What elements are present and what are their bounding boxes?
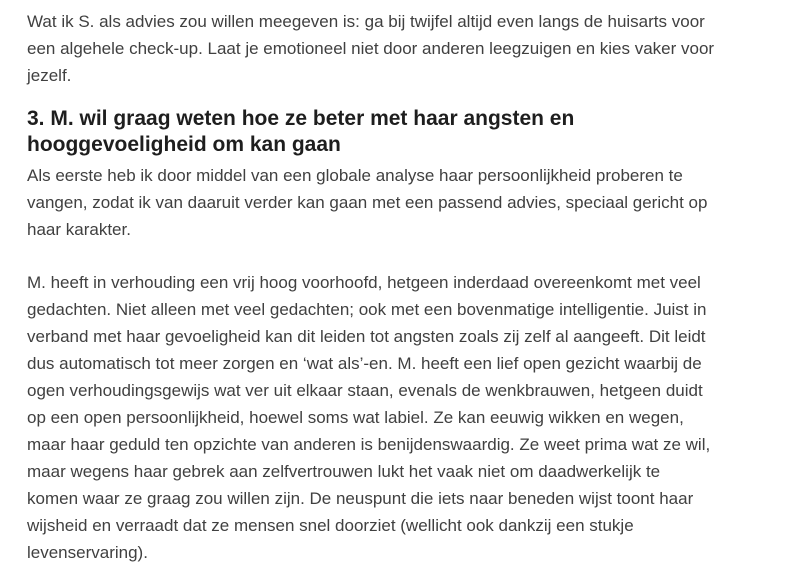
paragraph-face-reading: M. heeft in verhouding een vrij hoog voorhoofd, hetgeen inderdaad overeenkomt met veel gedachten. Niet alleen met veel gedachten; ook met een bovenmatige intelligentie. Juist in verband met haar gevoeligheid kan dit leiden tot angsten zoals zij zelf al aangeeft. Dit leidt dus automatisch tot meer zorgen en ‘wat als’-en. M. heeft een lief open gezicht waarbij de ogen verhoudingsgewijs wat ver uit elkaar staan, evenals de wenkbrauwen, hetgeen duidt op een open persoonlijkheid, hoewel soms wat labiel. Ze kan eeuwig wikken en wegen, maar haar geduld ten opzichte van anderen is benijdenswaardig. Ze weet prima wat ze wil, maar wegens haar gebrek aan zelfvertrouwen lukt het vaak niet om daadwerkelijk te komen waar ze graag zou willen zijn. De neuspunt die iets naar beneden wijst toont haar wijsheid en verraadt dat ze mensen snel doorziet (wellicht ook dankzij een stukje levenservaring). — [27, 273, 711, 562]
paragraph-intro: Wat ik S. als advies zou willen meegeven is: ga bij twijfel altijd even langs de huisarts voor een algehele check-up. Laat je emotioneel niet door anderen leegzuigen en kies vaker voor jezelf. — [27, 12, 715, 85]
paragraph-analysis: Als eerste heb ik door middel van een globale analyse haar persoonlijkheid proberen te vangen, zodat ik van daaruit verder kan gaan met een passend advies, speciaal gericht op haar karakter. — [27, 166, 708, 239]
section-heading: 3. M. wil graag weten hoe ze beter met haar angsten en hooggevoeligheid om kan gaan — [27, 107, 575, 156]
